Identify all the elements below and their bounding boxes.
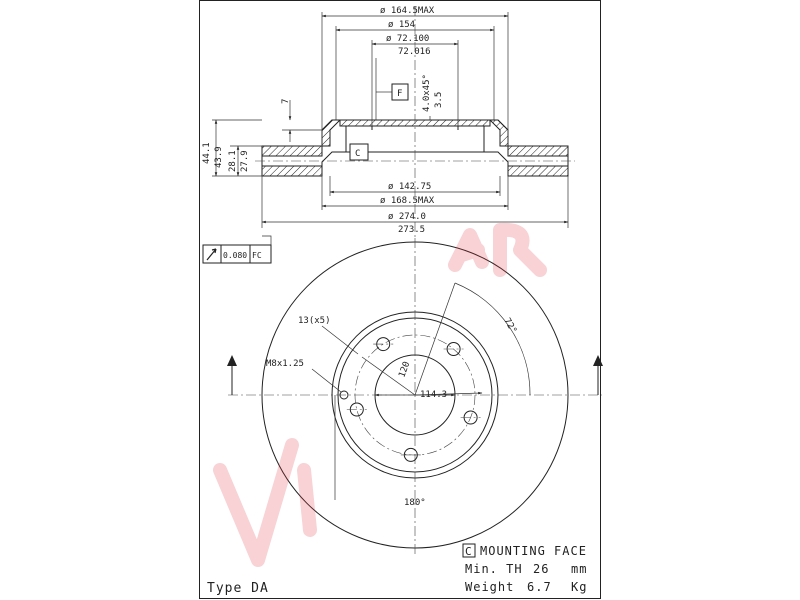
- dim-168-5max: ø 168.5MAX: [380, 196, 435, 206]
- weight-unit: Kg: [571, 580, 588, 594]
- label-angle-72: 72°: [501, 316, 519, 336]
- tolerance-ref: FC: [252, 251, 262, 260]
- section-view: [202, 6, 575, 240]
- dim-142-75: ø 142.75: [388, 182, 432, 192]
- datum-c-label: C: [355, 149, 361, 159]
- dim-chamfer: 4.0x45°: [422, 74, 432, 112]
- dim-72-100: ø 72.100: [386, 34, 430, 44]
- min-th-value: 26: [533, 562, 550, 576]
- dim-28-1: 28.1: [228, 150, 238, 172]
- dim-273-5: 273.5: [398, 225, 426, 235]
- label-center-hole: 120: [397, 360, 413, 380]
- weight-value: 6.7: [527, 580, 552, 594]
- runout-tolerance-frame: [203, 236, 271, 263]
- front-view: [227, 238, 603, 555]
- dim-chamfer-depth: 3.5: [434, 91, 444, 108]
- dim-72-016: 72.016: [398, 47, 431, 57]
- label-thread: M8x1.25: [266, 359, 304, 369]
- weight-label: Weight: [465, 580, 515, 594]
- min-th-unit: mm: [571, 562, 588, 576]
- min-th-label: Min. TH: [465, 562, 523, 576]
- mounting-face-text: MOUNTING FACE: [480, 544, 587, 558]
- label-pcd: 114.3: [420, 390, 448, 400]
- label-angle-180: 180°: [404, 498, 426, 508]
- mounting-face-box-label: C: [465, 545, 472, 558]
- type-label: Type DA: [207, 581, 269, 596]
- dim-164-5max: ø 164.5MAX: [380, 6, 435, 16]
- datum-f-label: F: [397, 89, 403, 99]
- dim-27-9: 27.9: [240, 150, 250, 172]
- dim-7: 7: [281, 98, 291, 104]
- tolerance-value: 0.080: [223, 251, 248, 260]
- dim-44-1: 44.1: [202, 142, 212, 164]
- dim-274: ø 274.0: [388, 212, 426, 222]
- label-holes: 13(x5): [298, 316, 331, 326]
- dim-43-9: 43.9: [214, 146, 224, 168]
- dim-154: ø 154: [388, 20, 416, 30]
